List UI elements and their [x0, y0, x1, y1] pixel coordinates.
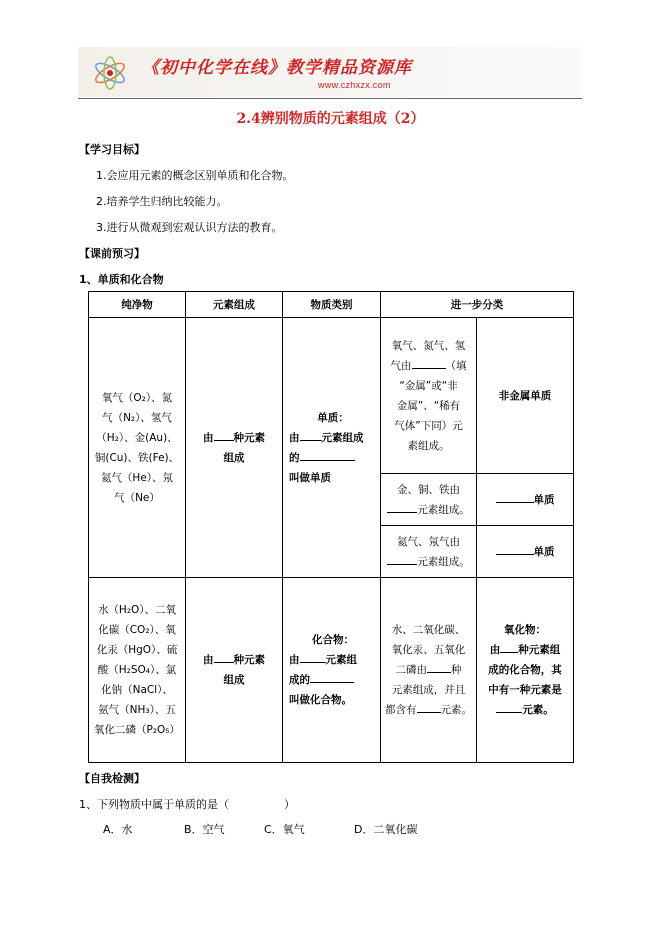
objectives-heading: 【学习目标】 — [79, 143, 145, 156]
header-further-classification: 进一步分类 — [381, 292, 574, 318]
banner-title: 《初中化学在线》教学精品资源库 — [142, 58, 412, 78]
preview-subheading: 1、单质和化合物 — [79, 273, 164, 286]
header-composition: 元素组成 — [186, 292, 283, 318]
table-header-row — [89, 292, 574, 318]
oxide-subclass: 水、二氧化碳、 氧化汞、五氧化 二磷由 种 元素组成，并且 都含有 元素。 — [381, 578, 477, 763]
blank-field[interactable] — [496, 542, 534, 555]
objective-1: 1.会应用元素的概念区别单质和化合物。 — [96, 169, 294, 182]
elements-examples: 氧气（O₂）、氮 气（N₂）、氢气 （H₂）、金(Au)、 铜(Cu)、铁(Fe)、 氦气（He）、氖 气（Ne） — [89, 318, 186, 578]
substance-table — [88, 291, 574, 763]
header-divider — [78, 98, 582, 99]
table-row — [89, 318, 574, 474]
blank-field[interactable] — [417, 700, 441, 713]
page-title: 2.4辨别物质的元素组成（2） — [236, 111, 425, 127]
compounds-examples: 水（H₂O）、二氧 化碳（CO₂）、氧 化汞（HgO）、硫 酸（H₂SO₄）、氯 化钠（NaCl）、 氨气（NH₃）、五 氧化二磷（P₂O₅） — [89, 578, 186, 763]
blank-field[interactable] — [496, 490, 534, 503]
oxide-definition: 氧化物： 由 种元素组 成的化合物，其 中有一种元素是 元素。 — [477, 578, 574, 763]
table-row — [89, 578, 574, 763]
option-b[interactable]: B．空气 — [184, 823, 225, 836]
blank-field[interactable] — [214, 650, 234, 663]
blank-field[interactable] — [300, 650, 326, 663]
blank-field[interactable] — [214, 428, 234, 441]
header-category: 物质类别 — [283, 292, 381, 318]
compound-composition: 由 种元素 组成 — [186, 578, 283, 763]
compound-category: 化合物： 由 元素组 成的 叫做化合物。 — [283, 578, 381, 763]
blank-field[interactable] — [412, 356, 446, 369]
nonmetal-subclass: 氧气、氮气、氢 气由 （填 “金属”或“非 金属”、“稀有 气体”下同）元 素组成。 — [381, 318, 477, 474]
metal-subclass: 金、铜、铁由 元素组成。 — [381, 474, 477, 526]
option-a[interactable]: A．水 — [103, 823, 133, 836]
header-pure-substance: 纯净物 — [89, 292, 186, 318]
noble-gas-subclass: 氦气、氖气由 元素组成。 — [381, 526, 477, 578]
blank-field[interactable] — [310, 670, 354, 683]
self-check-heading: 【自我检测】 — [79, 772, 145, 785]
objective-3: 3.进行从微观到宏观认识方法的教育。 — [96, 221, 283, 234]
blank-field[interactable] — [300, 428, 322, 441]
element-composition: 由 种元素 组成 — [186, 318, 283, 578]
blank-field[interactable] — [500, 640, 518, 653]
element-category: 单质： 由 元素组成 的 叫做单质 — [283, 318, 381, 578]
option-c[interactable]: C．氧气 — [264, 823, 305, 836]
blank-field[interactable] — [387, 552, 417, 565]
blank-field[interactable] — [496, 700, 522, 713]
blank-field[interactable] — [300, 448, 355, 461]
blank-field[interactable] — [387, 500, 417, 513]
blank-field[interactable] — [427, 660, 451, 673]
metal-result: 单质 — [477, 474, 574, 526]
nonmetal-result: 非金属单质 — [477, 318, 574, 474]
preview-heading: 【课前预习】 — [79, 247, 145, 260]
noble-gas-result: 单质 — [477, 526, 574, 578]
option-d[interactable]: D．二氧化碳 — [354, 823, 418, 836]
banner-url: www.czhxzx.com — [318, 80, 391, 90]
objective-2: 2.培养学生归纳比较能力。 — [96, 195, 228, 208]
question-1: 1、下列物质中属于单质的是（ ） — [79, 798, 295, 811]
